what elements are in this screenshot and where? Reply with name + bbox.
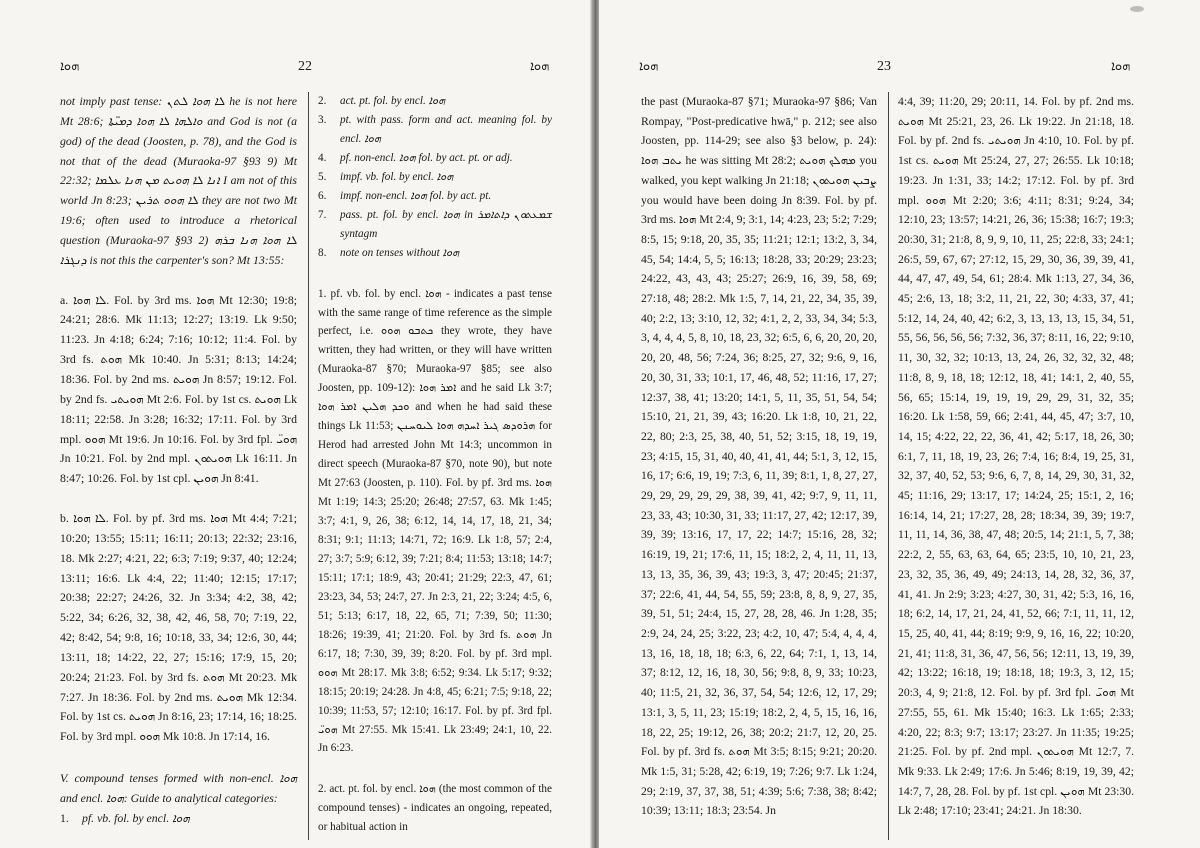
section-1-paragraph: 1. pf. vb. fol. by encl. ܗܘܐ - indicates a past tense with the same range of time reference as the simple perfect, i.e. ܟܬܒܘ ܗܘܘ they wrote, they have written, they had written, or they will have written (Muraoka-87 §70; Muraoka-97 §85; see also Joosten, pp. 109-12): ܐܡܪ ܗܘܐ and he said Lk 3:7; ܘܟܕ ܗܠܝܢ ܐܡܪ ܗܘܐ and when he had said these things Lk 11:53; ܗܪܘܕܣ ܓܝܪ ܐܚܕܗ ܗܘܐ ܠܝܘܚܢܢ for Herod had arrested John Mt 14:3; uncommon in direct speech (Muraoka-87 §70, note 90), but note Mt 27:63 (Joosten, p. 110). Fol. by pf. 3rd ms. ܗܘܐ Mt 1:19; 14:3; 25:20; 26:48; 27:57, 63. Mk 1:45; 3:7; 4:1, 9, 26, 38; 6:12, 14, 14, 17, 18, 21, 34; 8:31; 9:1; 11:13; 14:71, 72; 16:9. Lk 1:8, 57; 2:4, 27; 3:7; 5:9; 6:12, 39; 7:21; 8:4; 11:53; 13:18; 14:7; 15:11; 17:1; 18:9, 43; 20:41; 21:29; 22:3, 47, 61; 23:23, 34, 53; 24:7, 27. Jn 2:3, 21, 22; 3:24; 4:5, 6, 51; 5:13; 6:17, 18, 22, 65, 71; 7:39, 50; 11:30; 18:26; 19:39, 41; 21:20. Fol. by 3rd fs. ܗܘܬ Jn 6:17, 18; 7:30, 39, 39; 8:20. Fol. by pf. 3rd mpl. ܗܘܘ Mt 28:17. Mk 3:8; 6:52; 9:34. Lk 5:17; 9:32; 18:15; 20:19; 24:28. Jn 4:8, 45; 6:21; 7:5; 9:18, 22; 10:39; 11:53, 57; 12:10; 16:17. Fol. by pf. 3rd fpl. ܗܘܝ̈ Mt 27:55. Mk 15:41. Lk 23:49; 24:1, 10, 22. Jn 6:23. bbox=[318, 287, 553, 755]
category-list bbox=[318, 92, 552, 263]
category-text: pass. pt. fol. by encl. ܗܘܐ in ܫܡܥܬܘܢ ܕܐܬܐܡܪ syntagm bbox=[340, 208, 552, 240]
category-item bbox=[318, 206, 552, 244]
category-text: pf. non-encl. ܗܘܐ fol. by act. pt. or adj. bbox=[340, 151, 513, 164]
category-number: 5. bbox=[318, 170, 327, 183]
page-number: 22 bbox=[298, 59, 312, 74]
right-page bbox=[599, 0, 1200, 848]
column-divider bbox=[888, 92, 889, 840]
running-head-right: ܗܘܐ bbox=[530, 58, 550, 73]
category-text: pf. vb. fol. by encl. ܗܘܐ bbox=[82, 810, 190, 825]
left-page bbox=[0, 0, 592, 848]
category-text: impf. non-encl. ܗܘܐ fol. by act. pt. bbox=[340, 189, 492, 202]
category-text: impf. vb. fol. by encl. ܗܘܐ bbox=[340, 170, 454, 183]
paragraph-a: a. ܠܐ ܗܘܐ. Fol. by 3rd ms. ܗܘܐ Mt 12:30; 19:8; 24:21; 28:6. Mk 11:13; 12:27; 13:19. Lk 9:50; 11:23. Jn 4:18; 6:24; 7:16; 10:12; 11:4. Fol. by 3rd fs. ܗܘܬ Mk 10:40. Jn 5:31; 8:13; 14:24; 18:36. Fol. by 2nd ms. ܗܘܝܬ Jn 8:57; 19:12. Fol. by 2nd fs. ܗܘܝܬܝ Mt 2:6. Fol. by 1st cs. ܗܘܝܬ Lk 18:11; 22:58. Jn 3:28; 16:32; 17:11. Fol. by 3rd mpl. ܗܘܘ Mt 19:6. Jn 10:16. Fol. by 3rd fpl. ܗܘܝ̈ Jn 10:21. Fol. by 2nd mpl. ܗܘܝܬܘܢ Lk 16:11. Jn 8:47; 10:26. Fol. by 1st cpl. ܗܘܝܢ Jn 8:41. bbox=[60, 292, 298, 486]
category-number: 8. bbox=[318, 246, 327, 259]
section-2-references: 4:4, 39; 11:20, 29; 20:11, 14. Fol. by pf. 2nd ms. ܗܘܝܬ Mt 25:21, 23, 26. Lk 19:22. Jn 21:18, 18. Fol. by pf. 2nd fs. ܗܘܝܬܝ Jn 4:10, 10. Fol. by pf. 1st cs. ܗܘܝܬ Mt 25:24, 27, 27; 26:55. Lk 10:18; 19:23. Jn 1:31, 33; 14:2; 17:12. Fol. by pf. 3rd mpl. ܗܘܘ Mt 2:20; 3:6; 4:11; 8:31; 9:24, 34; 12:10, 23; 13:57; 14:21, 26, 36; 15:38; 16:7; 19:3; 20:30, 31; 21:8, 8, 9, 9, 10, 11, 25; 22:8, 33; 24:1; 26:5, 59, 67, 67; 27:12, 15, 29, 30, 36, 39, 39, 41, 44, 47, 47, 49, 54, 61; 28:4. Mk 1:13, 27, 34, 36, 45; 2:6, 13, 18; 3:2, 11, 21, 22, 30; 4:33, 37, 41; 5:12, 14, 24, 40, 42; 6:2, 3, 13, 13, 13, 15, 34, 51, 55, 56, 56, 56, 56; 7:32, 36, 37; 8:11, 16, 22; 9:10, 11, 30, 32, 32; 10:13, 13, 24, 26, 32, 32, 32, 48; 11:8, 8, 9, 18, 18; 12:12, 18, 41; 14:1, 2, 40, 55, 56, 65; 15:14, 19, 19, 19, 29, 29, 31, 32, 35; 16:20. Lk 1:58, 59, 66; 2:41, 44, 45, 47; 3:7, 10, 14, 15; 4:22, 22, 22, 36, 41, 42; 5:17, 18, 26, 30; 6:1, 7, 11, 18, 19, 23, 26; 7:4, 16; 8:4, 19, 25, 31, 32, 37, 40, 52, 53; 9:6, 6, 7, 8, 14, 29, 30, 31, 32, 45; 11:16, 29; 13:17, 17; 14:24, 25; 15:1, 2, 16; 16:14, 14, 21; 17:27, 28, 28; 18:34, 39, 39; 19:7, 11, 11, 14, 36, 38, 47, 48; 20:5, 14; 21:1, 5, 7, 38; 22:2, 2, 55, 63, 63, 64, 65; 23:5, 10, 10, 21, 23, 23, 32, 35, 36, 49, 49; 24:13, 14, 28, 32, 36, 37, 41, 41. Jn 2:9; 3:23; 4:27, 30, 31, 42; 5:3, 16, 16, 18; 6:2, 14, 17, 21, 24, 41, 52, 66; 7:1, 11, 11, 12, 15, 25, 40, 41, 44; 8:19; 9:9, 9, 16, 16, 22; 10:20, 21, 41; 11:8, 31, 36, 47, 56, 56; 12:11, 13, 19, 39, 42; 13:22; 16:18, 19; 18:18, 18; 19:3, 3, 12, 15; 20:3, 4, 9; 21:8, 12. Fol. by pf. 3rd fpl. ܗܘܝ̈ Mt 27:55, 55, 61. Mk 15:40; 16:3. Lk 1:65; 2:33; 4:20, 22; 8:3; 9:7; 13:17; 23:27. Jn 11:35; 19:25; 21:25. Fol. by pf. 2nd mpl. ܗܘܝܬܘܢ Mt 12:7, 7. Mk 9:33. Lk 2:49; 17:6. Jn 5:46; 8:19, 19, 39, 42; 14:7, 7, 28, 28. Fol. by pf. 1st cpl. ܗܘܝܢ Mt 23:30. Lk 2:48; 17:10; 23:41; 24:21. Jn 18:30. bbox=[898, 95, 1135, 818]
right-page-column-2 bbox=[898, 92, 1134, 840]
page-number: 23 bbox=[877, 59, 891, 74]
section-2-paragraph: 2. act. pt. fol. by encl. ܗܘܐ (the most common of the compound tenses) - indicates an ongoing, repeated, or habitual action in bbox=[318, 783, 552, 834]
category-item bbox=[318, 244, 552, 263]
category-number: 6. bbox=[318, 189, 327, 202]
category-item bbox=[318, 149, 552, 168]
category-number: 7. bbox=[318, 208, 327, 221]
category-number: 1. bbox=[60, 810, 69, 825]
running-head-left: ܗܘܐ bbox=[639, 58, 659, 73]
category-list-start bbox=[60, 809, 297, 829]
category-text: pt. with pass. form and act. meaning fol. by encl. ܗܘܐ bbox=[340, 113, 552, 145]
category-number: 3. bbox=[318, 113, 327, 126]
section-2-continued: the past (Muraoka-87 §71; Muraoka-97 §86; Van Rompay, "Post-predicative hwā," p. 212; see also Joosten, pp. 114-29; see also §3 below, p. 24): ܝܬܒ ܗܘܐ he was sitting Mt 28:2; ܡܗܠܟ ܗܘܝܬ you walked, you kept walking Jn 21:18; ܨܒܝܢ ܗܘܝܬܘܢ you would have been doing Jn 8:39. Fol. by pf. 3rd ms. ܗܘܐ Mt 2:4, 9; 3:1, 14; 4:23, 23; 5:2; 7:29; 8:5, 15; 9:18, 20, 35, 35; 11:21; 12:1; 13:2, 3, 34, 45, 54; 14:4, 5, 5; 16:13; 18:28, 33; 20:29; 23:23; 24:22, 43, 43, 43; 25:27; 26:9, 16, 39, 58, 69; 27:18, 48; 28:2. Mk 1:5, 7, 14, 21, 22, 34, 35, 39, 40; 2:2, 13; 3:10, 12, 32; 4:1, 2, 2, 33, 34, 34; 5:3, 3, 4, 4, 4, 5, 8, 10, 18, 23, 32; 6:5, 6, 6, 20, 20, 20, 20, 20, 48, 56; 7:24, 36; 8:25, 27, 32; 9:6, 9, 16, 20, 30, 31, 33; 10:1, 17, 46, 48, 52; 11:16, 17, 27; 12:37, 38, 41; 13:20; 14:1, 5, 11, 35, 51, 54, 54; 15:10, 21, 21, 39, 43; 16:20. Lk 1:8, 10, 21, 22, 22, 80; 2:3, 25, 38, 40, 51, 52; 3:15, 18, 19, 19, 23; 4:15, 15, 31, 40, 40, 41, 41, 44; 5:1, 3, 12, 15, 16, 17; 6:6, 19, 19; 7:3, 6, 11, 39; 8:1, 1, 8, 27, 27, 29, 29, 29, 29, 29, 38, 39, 41, 42; 9:7, 9, 11, 11, 23, 33, 43; 10:30, 31, 33; 11:17, 27, 42; 12:17, 39, 39, 39; 13:16, 17, 17, 22; 14:7; 15:16, 28, 32; 16:19, 19, 21; 17:6, 11, 15; 18:2, 2, 4, 11, 11, 13, 13, 13, 35, 36, 39, 43; 19:3, 3, 47; 20:45; 21:37, 37; 22:6, 41, 44, 54, 55, 59; 23:8, 8, 8, 9, 27, 35, 39, 51, 51; 24:4, 15, 27, 28, 28, 46. Jn 1:28, 35; 2:9, 24, 24, 25; 3:22, 23; 4:2, 10, 47; 5:4, 4, 4, 4, 13, 16, 18, 18, 18; 6:3, 6, 22, 64; 7:1, 1, 13, 14, 37; 8:12, 12, 16, 18, 30, 56; 9:8, 8, 9, 33; 10:23, 40; 11:5, 21, 32, 36, 37, 54, 54; 12:6, 12, 17, 29; 13:1, 3, 5, 11, 23; 15:19; 18:2, 2, 4, 5, 15, 16, 16, 18, 22, 25; 19:12, 26, 38; 20:2; 21:7, 12, 20, 25. Fol. by pf. 3rd fs. ܗܘܬ Mt 3:5; 8:15; 9:21; 20:20. Mk 1:5, 31; 5:28, 42; 6:19, 19; 7:26; 9:7. Lk 1:24, 29; 2:19, 37, 37, 38, 51; 4:39; 5:6; 7:38, 38; 8:42; 10:39; 13:11; 18:3; 23:54. Jn bbox=[641, 95, 877, 818]
section-v-heading: V. compound tenses formed with non-encl. ܗܘܐ and encl. ܗܘܐ: Guide to analytical categories: bbox=[60, 771, 297, 805]
category-text: note on tenses without ܗܘܐ bbox=[340, 246, 460, 259]
category-item bbox=[318, 111, 552, 149]
category-number: 4. bbox=[318, 151, 327, 164]
paragraph-b: b. ܠܐ ܗܘܐ. Fol. by pf. 3rd ms. ܗܘܐ Mt 4:4; 7:21; 10:20; 13:55; 15:11; 16:11; 20:13; 22:32; 23:16, 18. Mk 2:27; 4:21, 22; 6:3; 7:19; 9:37, 40; 12:24; 13:11; 16:6. Lk 4:4, 22; 11:40; 12:15; 17:17; 20:38; 22:27; 24:26, 32. Jn 3:34; 4:2, 38, 42; 5:22, 34; 6:26, 32, 38, 42, 46, 58, 70; 7:19, 22, 42; 8:42, 54; 9:8, 16; 10:18, 33, 34; 12:6, 30, 44; 13:11, 18; 14:22, 22, 27; 15:16; 17:9, 15, 20; 20:24; 21:23. Fol. by 3rd fs. ܗܘܬ Mt 20:23. Mk 7:27. Jn 18:36. Fol. by 2nd ms. ܗܘܝܬ Mk 12:34. Fol. by 1st cs. ܗܘܝܬ Jn 8:16, 23; 17:14, 16; 18:25. Fol. by 3rd mpl. ܗܘܘ Mk 10:8. Jn 17:14, 16. bbox=[60, 511, 298, 744]
category-number: 2. bbox=[318, 95, 327, 107]
category-text: act. pt. fol. by encl. ܗܘܐ bbox=[340, 95, 446, 107]
category-item bbox=[60, 809, 297, 829]
category-item bbox=[318, 92, 552, 111]
paragraph-continued: not imply past tense: ܠܐ ܗܘܐ ܠܬܢ he is not here Mt 28:6; ܘܐܠܗܐ ܠܐ ܗܘܐ ܕܡܝ̈ܬܐ and God is not (a god) of the dead (Joosten, p. 78), and the God is not that of the dead (Muraoka-97 §93 9) Mt 22:32; ܐܢܐ ܠܐ ܗܘܝܬ ܡܢ ܗܢܐ ܥܠܡܐ I am not of this world Jn 8:23; ܠܐ ܗܘܘ ܬܪܝܢ they are not two Mt 19:6; often used to introduce a rhetorical question (Muraoka-97 §93 2) ܠܐ ܗܘܐ ܗܢܐ ܒܪܗ ܕܢܓܪܐ is not this the carpenter's son? Mt 13:55: bbox=[60, 94, 298, 267]
column-divider bbox=[308, 92, 309, 840]
running-head-right: ܗܘܐ bbox=[1111, 58, 1131, 73]
category-item bbox=[318, 168, 552, 187]
running-head-left: ܗܘܐ bbox=[60, 58, 80, 73]
right-page-column-1 bbox=[641, 92, 877, 840]
scan-speck bbox=[1130, 6, 1144, 12]
left-page-column-2 bbox=[318, 92, 552, 840]
category-item bbox=[318, 187, 552, 206]
left-page-column-1 bbox=[60, 92, 297, 840]
